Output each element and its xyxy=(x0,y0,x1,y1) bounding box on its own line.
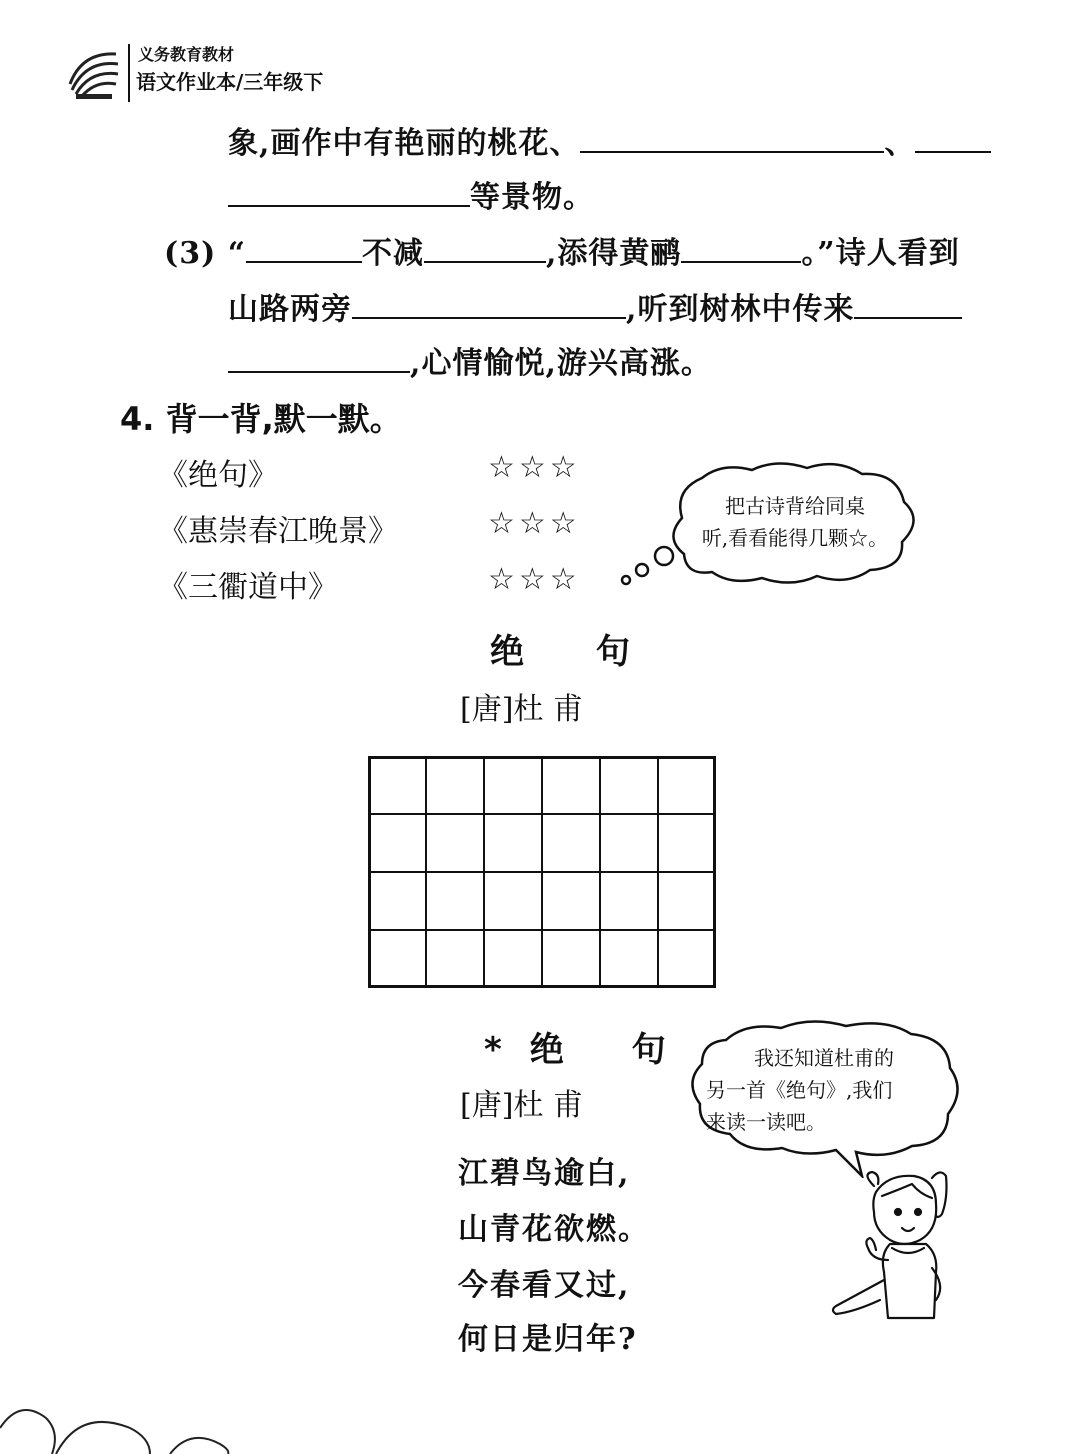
answer-blank[interactable] xyxy=(228,175,470,207)
poem2-line-3: 今春看又过, xyxy=(458,1268,631,1303)
q3-line-2 xyxy=(228,172,594,216)
bubble-text-2 xyxy=(706,1042,938,1138)
answer-blank[interactable] xyxy=(352,287,626,319)
book-title: 语文作业本/三年级下 xyxy=(136,70,324,94)
q3-line4-mid: ,听到树林中传来 xyxy=(626,292,855,327)
q3-item3-b: ,添得黄鹂 xyxy=(545,236,682,271)
poem-title-3: 《三衢道中》 xyxy=(158,570,338,605)
q3-line-1 xyxy=(228,118,991,162)
bubble-line: 我还知道杜甫的 xyxy=(754,1046,894,1070)
answer-blank[interactable] xyxy=(854,287,962,319)
open-quote: “ xyxy=(227,236,246,271)
q3-line2-suffix: 等景物。 xyxy=(470,180,594,215)
poem-title-1: 《绝句》 xyxy=(158,458,278,493)
bubble-line: 另一首《绝句》,我们 xyxy=(706,1078,893,1102)
poem-title-2: 《惠崇春江晚景》 xyxy=(158,514,398,549)
publisher-logo-icon xyxy=(62,44,124,106)
bubble-text-1 xyxy=(680,490,910,554)
poem2-line-1: 江碧鸟逾白, xyxy=(458,1156,631,1191)
q3-line5-suffix: ,心情愉悦,游兴高涨。 xyxy=(410,346,712,381)
q3-item3-c: 。”诗人看到 xyxy=(801,236,960,271)
q3-item3-a: 不减 xyxy=(361,236,424,271)
q3-line-4 xyxy=(228,284,962,328)
poem1-title: 绝 句 xyxy=(490,632,660,672)
series-label: 义务教育教材 xyxy=(138,45,235,64)
q3-item-3 xyxy=(164,228,960,272)
poem2-title: *绝 句 xyxy=(484,1030,694,1070)
girl-illustration-icon xyxy=(828,1168,960,1328)
bubble-line: 听,看看能得几颗☆。 xyxy=(701,526,889,550)
rating-stars-2[interactable]: ☆☆☆ xyxy=(488,506,581,541)
item-number: (3) xyxy=(164,236,217,271)
header-divider xyxy=(128,44,130,102)
poem2-line-2: 山青花欲燃。 xyxy=(458,1212,650,1247)
q3-line1-mid: 、 xyxy=(884,126,916,161)
task4-heading: 4. 背一背,默一默。 xyxy=(120,400,402,438)
q3-line1-prefix: 象,画作中有艳丽的桃花、 xyxy=(228,126,581,161)
answer-blank[interactable] xyxy=(424,231,546,263)
rating-stars-1[interactable]: ☆☆☆ xyxy=(488,450,581,485)
bubble-line: 把古诗背给同桌 xyxy=(725,494,865,518)
answer-blank[interactable] xyxy=(915,121,991,153)
writing-grid[interactable] xyxy=(368,756,716,988)
poem1-author: [唐]杜 甫 xyxy=(460,692,583,727)
decorative-swirl-icon xyxy=(0,1388,280,1454)
poem2-author: [唐]杜 甫 xyxy=(460,1088,583,1123)
poem2-line-4: 何日是归年? xyxy=(458,1322,638,1357)
rating-stars-3[interactable]: ☆☆☆ xyxy=(488,562,581,597)
answer-blank[interactable] xyxy=(228,341,410,373)
answer-blank[interactable] xyxy=(580,121,884,153)
q3-line-5 xyxy=(228,338,712,382)
q3-line4-prefix: 山路两旁 xyxy=(228,292,352,327)
bubble-line: 来读一读吧。 xyxy=(706,1110,826,1134)
answer-blank[interactable] xyxy=(681,231,801,263)
answer-blank[interactable] xyxy=(246,231,362,263)
